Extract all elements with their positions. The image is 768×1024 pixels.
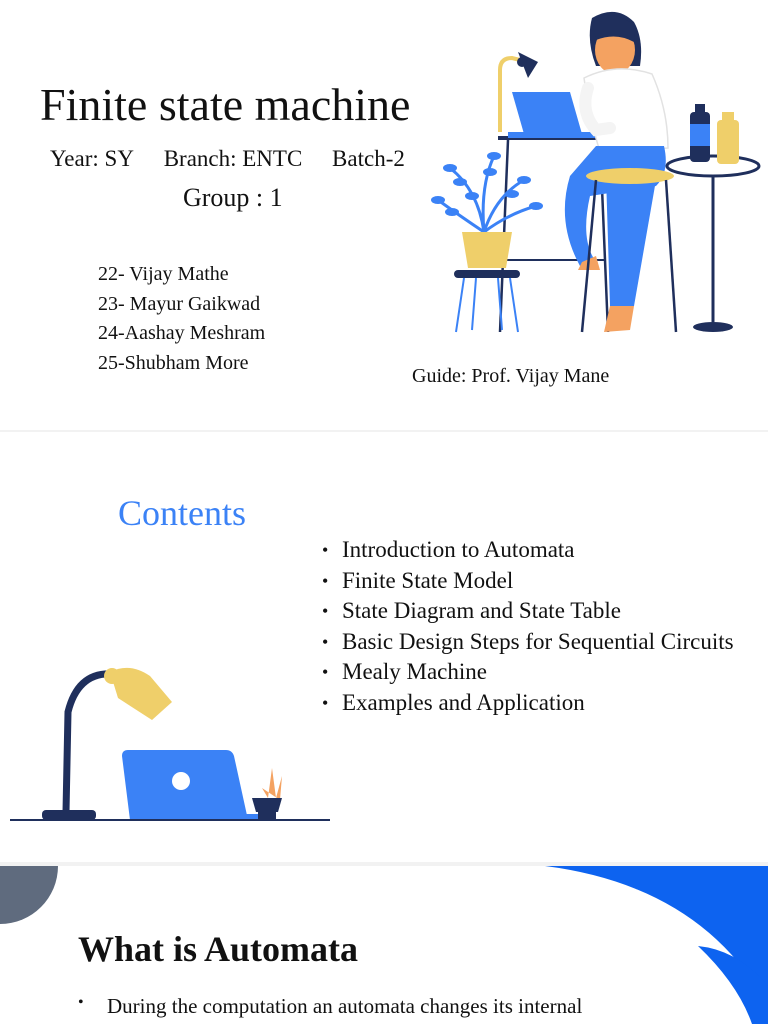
potted-plant-icon xyxy=(252,768,282,820)
contents-item: • Basic Design Steps for Sequential Circuits xyxy=(322,627,742,658)
member-item: 25-Shubham More xyxy=(98,351,249,374)
laptop-icon xyxy=(122,750,274,820)
potted-plant-icon xyxy=(431,152,543,268)
year-label: Year: SY xyxy=(50,146,134,171)
corner-circle-shape xyxy=(0,866,58,924)
slide-contents xyxy=(0,432,768,862)
contents-heading: Contents xyxy=(118,493,247,533)
automata-bullet: • During the computation an automata changes its internal xyxy=(78,994,582,1019)
contents-item: • Mealy Machine xyxy=(322,657,742,688)
guide-label: Guide: Prof. Vijay Mane xyxy=(412,365,610,387)
contents-item: • State Diagram and State Table xyxy=(322,596,742,627)
desk-illustration xyxy=(0,652,340,832)
course-meta xyxy=(50,146,429,172)
bottle-icon xyxy=(690,104,710,162)
member-item: 24-Aashay Meshram xyxy=(98,322,266,344)
batch-label: Batch-2 xyxy=(332,146,405,171)
slide-title xyxy=(0,0,768,430)
contents-item: • Introduction to Automata xyxy=(322,535,742,566)
contents-item: • Examples and Application xyxy=(322,688,742,719)
jar-icon xyxy=(717,112,739,164)
member-list xyxy=(98,260,265,378)
member-item: 23- Mayur Gaikwad xyxy=(98,292,261,315)
automata-heading: What is Automata xyxy=(78,929,359,969)
contents-item: • Finite State Model xyxy=(322,566,742,597)
slide-title-heading: Finite state machine xyxy=(40,79,411,130)
contents-list xyxy=(322,535,742,719)
woman-at-laptop-illustration xyxy=(420,0,768,340)
branch-label: Branch: ENTC xyxy=(163,146,303,171)
slide-what-is-automata xyxy=(0,866,768,1024)
member-item: 22- Vijay Mathe xyxy=(98,263,229,285)
group-label: Group : 1 xyxy=(183,183,283,212)
